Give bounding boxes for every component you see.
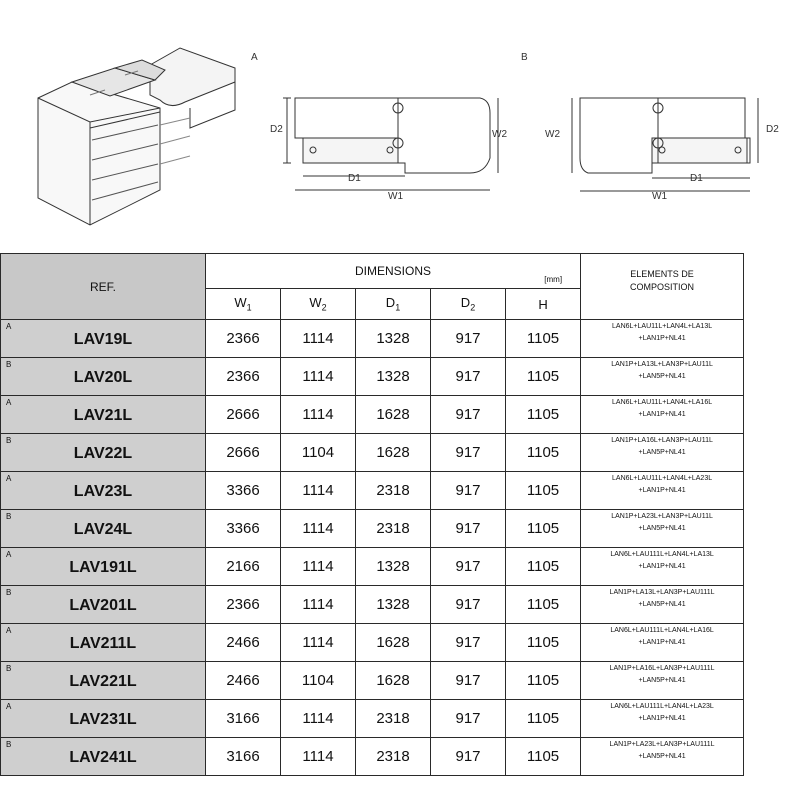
ref-column-header: REF. bbox=[1, 254, 206, 320]
w1-sub: 1 bbox=[246, 302, 252, 313]
dimensions-table bbox=[0, 253, 744, 776]
drawings-area bbox=[0, 0, 800, 220]
elements-line1: LAN1P+LA13L+LAN3P+LAU111L bbox=[609, 589, 715, 596]
w1-value: 2366 bbox=[206, 586, 281, 624]
elements-line2: +LAN5P+NL41 bbox=[638, 677, 686, 684]
table-body bbox=[1, 320, 744, 776]
h-value: 1105 bbox=[506, 662, 581, 700]
ref-cell bbox=[1, 662, 206, 700]
d1-value: 1328 bbox=[356, 320, 431, 358]
d2-value: 917 bbox=[431, 510, 506, 548]
ref-cell bbox=[1, 358, 206, 396]
layout-type-label: A bbox=[6, 398, 12, 407]
elements-cell bbox=[581, 358, 744, 396]
h-value: 1105 bbox=[506, 358, 581, 396]
h-value: 1105 bbox=[506, 320, 581, 358]
elements-header-line1: ELEMENTS DE bbox=[630, 269, 694, 279]
w2-value: 1114 bbox=[281, 738, 356, 776]
table-row bbox=[1, 320, 744, 358]
w1-value: 2466 bbox=[206, 662, 281, 700]
ref-cell bbox=[1, 434, 206, 472]
w2-value: 1104 bbox=[281, 434, 356, 472]
ref-cell bbox=[1, 510, 206, 548]
elements-cell bbox=[581, 320, 744, 358]
plan-b-diagram bbox=[560, 88, 780, 208]
table-row bbox=[1, 548, 744, 586]
d1-value: 2318 bbox=[356, 700, 431, 738]
table-row bbox=[1, 586, 744, 624]
layout-type-label: A bbox=[6, 550, 12, 559]
elements-line1: LAN1P+LA16L+LAN3P+LAU11L bbox=[611, 437, 713, 444]
elements-cell bbox=[581, 662, 744, 700]
elements-line1: LAN1P+LA23L+LAN3P+LAU111L bbox=[609, 741, 715, 748]
w2-value: 1114 bbox=[281, 624, 356, 662]
ref-code: LAV221L bbox=[69, 673, 137, 690]
ref-code: LAV21L bbox=[73, 407, 133, 424]
layout-type-label: B bbox=[6, 588, 12, 597]
d2-value: 917 bbox=[431, 320, 506, 358]
table-row bbox=[1, 624, 744, 662]
w1-value: 3366 bbox=[206, 510, 281, 548]
plan-a-d2-label: D2 bbox=[270, 124, 283, 135]
layout-type-label: B bbox=[6, 360, 12, 369]
w2-value: 1104 bbox=[281, 662, 356, 700]
w1-value: 2666 bbox=[206, 434, 281, 472]
elements-line1: LAN6L+LAU11L+LAN4L+LA13L bbox=[612, 323, 713, 330]
plan-a-d1-label: D1 bbox=[348, 173, 361, 184]
plan-b-w1-label: W1 bbox=[652, 191, 667, 202]
elements-line1: LAN1P+LA16L+LAN3P+LAU111L bbox=[609, 665, 715, 672]
w2-value: 1114 bbox=[281, 586, 356, 624]
h-value: 1105 bbox=[506, 738, 581, 776]
d2-value: 917 bbox=[431, 586, 506, 624]
w2-column-header bbox=[281, 289, 356, 320]
ref-code: LAV23L bbox=[73, 483, 133, 500]
d2-value: 917 bbox=[431, 358, 506, 396]
layout-type-label: B bbox=[6, 512, 12, 521]
w1-value: 2366 bbox=[206, 358, 281, 396]
elements-line2: +LAN5P+NL41 bbox=[638, 449, 686, 456]
w1-column-header bbox=[206, 289, 281, 320]
elements-line2: +LAN1P+NL41 bbox=[638, 411, 686, 418]
ref-code: LAV231L bbox=[69, 711, 137, 728]
h-value: 1105 bbox=[506, 624, 581, 662]
d1-value: 2318 bbox=[356, 738, 431, 776]
ref-code: LAV201L bbox=[69, 597, 137, 614]
table-row bbox=[1, 700, 744, 738]
ref-code: LAV241L bbox=[69, 749, 137, 766]
plan-a-w1-label: W1 bbox=[388, 191, 403, 202]
h-value: 1105 bbox=[506, 548, 581, 586]
w2-value: 1114 bbox=[281, 472, 356, 510]
plan-a-w2-label: W2 bbox=[492, 129, 507, 140]
table-row bbox=[1, 434, 744, 472]
unit-label: [mm] bbox=[544, 275, 563, 284]
layout-type-label: A bbox=[6, 322, 12, 331]
d2-base: D bbox=[460, 295, 471, 311]
d1-column-header bbox=[356, 289, 431, 320]
layout-type-label: A bbox=[6, 702, 12, 711]
elements-line2: +LAN5P+NL41 bbox=[638, 373, 686, 380]
table-row bbox=[1, 358, 744, 396]
w2-value: 1114 bbox=[281, 510, 356, 548]
w2-sub: 2 bbox=[321, 302, 327, 313]
d2-value: 917 bbox=[431, 624, 506, 662]
layout-type-label: A bbox=[6, 626, 12, 635]
plan-a-diagram bbox=[265, 88, 525, 208]
elements-header bbox=[581, 254, 744, 320]
ref-code: LAV19L bbox=[73, 331, 133, 348]
elements-line1: LAN6L+LAU11L+LAN4L+LA23L bbox=[612, 475, 713, 482]
d2-value: 917 bbox=[431, 472, 506, 510]
elements-cell bbox=[581, 700, 744, 738]
d1-value: 1628 bbox=[356, 662, 431, 700]
w2-value: 1114 bbox=[281, 320, 356, 358]
w1-value: 2166 bbox=[206, 548, 281, 586]
w2-value: 1114 bbox=[281, 700, 356, 738]
table-row bbox=[1, 662, 744, 700]
plan-b-d1-label: D1 bbox=[690, 173, 703, 184]
d2-sub: 2 bbox=[470, 302, 476, 313]
w2-value: 1114 bbox=[281, 548, 356, 586]
w1-value: 2466 bbox=[206, 624, 281, 662]
elements-cell bbox=[581, 738, 744, 776]
w1-value: 3366 bbox=[206, 472, 281, 510]
ref-cell bbox=[1, 624, 206, 662]
elements-cell bbox=[581, 396, 744, 434]
plan-a-label: A bbox=[251, 52, 258, 63]
ref-cell bbox=[1, 472, 206, 510]
w1-value: 3166 bbox=[206, 738, 281, 776]
elements-cell bbox=[581, 434, 744, 472]
d1-value: 1328 bbox=[356, 358, 431, 396]
ref-code: LAV24L bbox=[73, 521, 133, 538]
d2-value: 917 bbox=[431, 434, 506, 472]
elements-cell bbox=[581, 586, 744, 624]
layout-type-label: B bbox=[6, 664, 12, 673]
h-column-header: H bbox=[506, 289, 581, 320]
d1-sub: 1 bbox=[395, 302, 401, 313]
h-value: 1105 bbox=[506, 700, 581, 738]
w2-value: 1114 bbox=[281, 396, 356, 434]
ref-code: LAV211L bbox=[69, 635, 137, 652]
table-row bbox=[1, 738, 744, 776]
elements-line2: +LAN1P+NL41 bbox=[638, 715, 686, 722]
h-value: 1105 bbox=[506, 434, 581, 472]
ref-cell bbox=[1, 320, 206, 358]
layout-type-label: B bbox=[6, 740, 12, 749]
d1-value: 1328 bbox=[356, 586, 431, 624]
elements-line2: +LAN1P+NL41 bbox=[638, 487, 686, 494]
ref-cell bbox=[1, 700, 206, 738]
dimensions-header bbox=[206, 254, 581, 289]
h-value: 1105 bbox=[506, 396, 581, 434]
elements-line2: +LAN1P+NL41 bbox=[638, 639, 686, 646]
ref-code: LAV20L bbox=[73, 369, 133, 386]
elements-cell bbox=[581, 472, 744, 510]
elements-line1: LAN6L+LAU111L+LAN4L+LA23L bbox=[610, 703, 714, 710]
dimensions-title: DIMENSIONS bbox=[355, 264, 432, 278]
w2-value: 1114 bbox=[281, 358, 356, 396]
d1-value: 1628 bbox=[356, 396, 431, 434]
table-row bbox=[1, 472, 744, 510]
desk-perspective-illustration bbox=[30, 40, 265, 240]
elements-line1: LAN6L+LAU111L+LAN4L+LA16L bbox=[610, 627, 714, 634]
layout-type-label: B bbox=[6, 436, 12, 445]
elements-line1: LAN6L+LAU111L+LAN4L+LA13L bbox=[610, 551, 714, 558]
d2-column-header bbox=[431, 289, 506, 320]
elements-cell bbox=[581, 624, 744, 662]
h-value: 1105 bbox=[506, 472, 581, 510]
d1-value: 2318 bbox=[356, 472, 431, 510]
elements-cell bbox=[581, 548, 744, 586]
ref-cell bbox=[1, 738, 206, 776]
elements-line2: +LAN5P+NL41 bbox=[638, 753, 686, 760]
ref-cell bbox=[1, 396, 206, 434]
ref-cell bbox=[1, 548, 206, 586]
elements-line1: LAN1P+LA13L+LAN3P+LAU11L bbox=[611, 361, 713, 368]
d1-value: 1328 bbox=[356, 548, 431, 586]
elements-line2: +LAN1P+NL41 bbox=[638, 335, 686, 342]
elements-line2: +LAN5P+NL41 bbox=[638, 525, 686, 532]
elements-header-line2: COMPOSITION bbox=[630, 282, 695, 292]
d2-value: 917 bbox=[431, 548, 506, 586]
d2-value: 917 bbox=[431, 738, 506, 776]
table-row bbox=[1, 396, 744, 434]
layout-type-label: A bbox=[6, 474, 12, 483]
h-value: 1105 bbox=[506, 586, 581, 624]
plan-b-label: B bbox=[521, 52, 528, 63]
plan-b-w2-label: W2 bbox=[545, 129, 560, 140]
d2-value: 917 bbox=[431, 662, 506, 700]
d1-base: D bbox=[385, 295, 396, 311]
w1-value: 2366 bbox=[206, 320, 281, 358]
table-row bbox=[1, 510, 744, 548]
d2-value: 917 bbox=[431, 396, 506, 434]
elements-line2: +LAN1P+NL41 bbox=[638, 563, 686, 570]
table-header-row bbox=[1, 254, 744, 289]
w1-base: W bbox=[234, 295, 247, 311]
ref-code: LAV22L bbox=[73, 445, 133, 462]
elements-cell bbox=[581, 510, 744, 548]
w1-value: 3166 bbox=[206, 700, 281, 738]
elements-line2: +LAN5P+NL41 bbox=[638, 601, 686, 608]
d1-value: 1628 bbox=[356, 624, 431, 662]
elements-line1: LAN1P+LA23L+LAN3P+LAU11L bbox=[611, 513, 713, 520]
ref-cell bbox=[1, 586, 206, 624]
d1-value: 2318 bbox=[356, 510, 431, 548]
ref-code: LAV191L bbox=[69, 559, 137, 576]
w2-base: W bbox=[309, 295, 322, 311]
w1-value: 2666 bbox=[206, 396, 281, 434]
elements-line1: LAN6L+LAU11L+LAN4L+LA16L bbox=[612, 399, 713, 406]
d2-value: 917 bbox=[431, 700, 506, 738]
h-value: 1105 bbox=[506, 510, 581, 548]
plan-b-d2-label: D2 bbox=[766, 124, 779, 135]
d1-value: 1628 bbox=[356, 434, 431, 472]
